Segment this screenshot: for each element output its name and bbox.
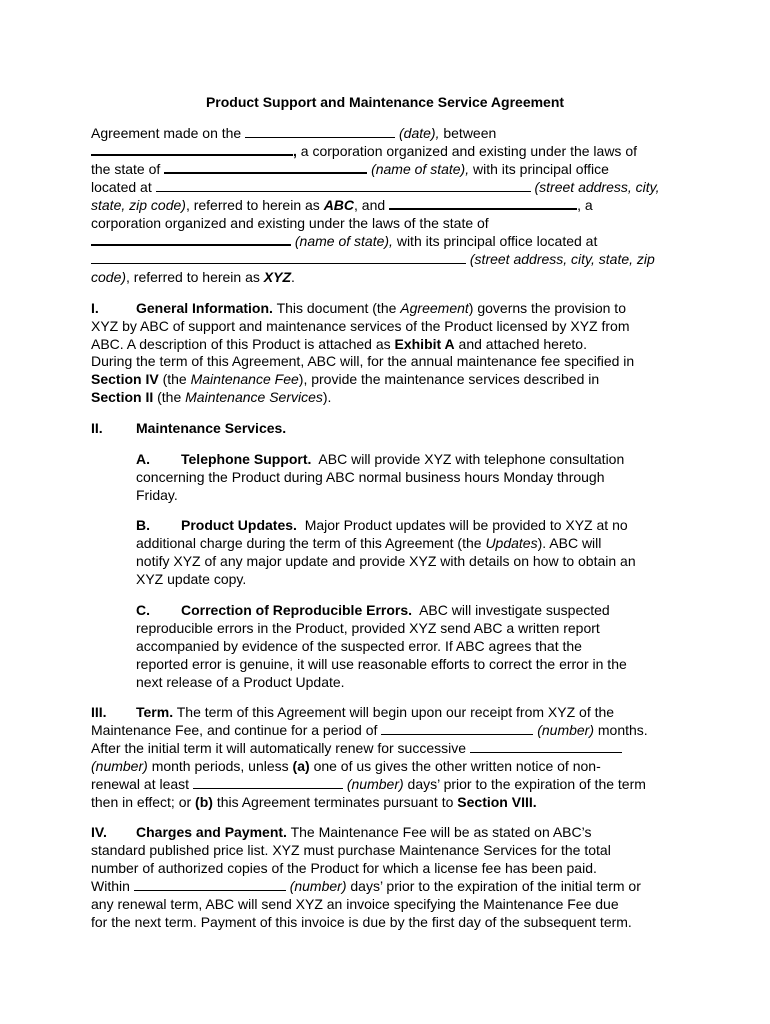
section-3-heading: Term. — [136, 704, 174, 720]
section-2c-line-5: next release of a Product Update. — [136, 674, 345, 690]
term-period-blank[interactable] — [381, 722, 533, 735]
section-2b-line-2: additional charge during the term of this Agreement (the Updates). ABC will — [136, 535, 602, 551]
section-2a-heading: Telephone Support. — [181, 451, 312, 467]
preamble-line-6: corporation organized and existing under the laws of the state of — [91, 215, 489, 231]
section-2a-line-1: A. Telephone Support. ABC will provide XYZ with telephone consultation — [136, 451, 625, 467]
date-blank[interactable] — [245, 125, 395, 138]
section-2c-line-2: reproducible errors in the Product, provided XYZ send ABC a written report — [136, 620, 600, 636]
renewal-period-blank[interactable] — [470, 740, 622, 753]
section-3-line-2: Maintenance Fee, and continue for a period of (number) months. — [91, 722, 648, 738]
section-4-line-6: for the next term. Payment of this invoice is due by the first day of the subsequent term. — [91, 914, 632, 930]
section-1-line-3: ABC. A description of this Product is attached as Exhibit A and attached hereto. — [91, 336, 587, 352]
document-title: Product Support and Maintenance Service Agreement — [205, 94, 565, 110]
abc-state-blank[interactable] — [164, 160, 367, 174]
section-2-heading-line: II. Maintenance Services. — [91, 420, 287, 436]
section-1-line-6: Section II (the Maintenance Services). — [91, 389, 332, 405]
section-2c-line-1: C. Correction of Reproducible Errors. ABC will investigate suspected — [136, 602, 610, 618]
section-2a-line-2: concerning the Product during ABC normal business hours Monday through — [136, 469, 605, 485]
section-4-line-2: standard published price list. XYZ must purchase Maintenance Services for the total — [91, 842, 611, 858]
section-3-line-3: After the initial term it will automatically renew for successive — [91, 739, 622, 757]
preamble-line-2: , a corporation organized and existing under the laws of — [91, 142, 637, 160]
preamble-line-3: the state of (name of state), with its principal office — [91, 161, 609, 177]
xyz-address-blank[interactable] — [91, 251, 466, 264]
section-1-line-4: During the term of this Agreement, ABC will, for the annual maintenance fee specified in — [91, 353, 635, 369]
section-1-heading: General Information. — [136, 300, 273, 316]
section-2c-line-4: reported error is genuine, it will use reasonable efforts to correct the error in the — [136, 656, 627, 672]
section-2a-line-3: Friday. — [136, 487, 178, 503]
preamble-line-9: code), referred to herein as XYZ. — [91, 269, 295, 285]
section-2b-heading: Product Updates. — [181, 517, 297, 533]
xyz-state-blank[interactable] — [91, 232, 291, 246]
section-3-line-6: then in effect; or (b) this Agreement terminates pursuant to Section VIII. — [91, 794, 537, 810]
section-4-line-1: IV. Charges and Payment. The Maintenance Fee will be as stated on ABC’s — [91, 824, 592, 840]
section-4-line-5: any renewal term, ABC will send XYZ an invoice specifying the Maintenance Fee due — [91, 896, 619, 912]
preamble-line-1: Agreement made on the (date), between — [91, 125, 497, 141]
notice-days-blank[interactable] — [193, 776, 343, 789]
section-1-line-5: Section IV (the Maintenance Fee), provide the maintenance services described in — [91, 371, 600, 387]
section-2c-heading: Correction of Reproducible Errors. — [181, 602, 413, 618]
section-3-line-4: (number) month periods, unless (a) one of us gives the other written notice of non- — [91, 758, 601, 774]
abc-company-blank[interactable] — [91, 142, 293, 156]
xyz-company-blank[interactable] — [389, 196, 577, 210]
section-1-line-2: XYZ by ABC of support and maintenance services of the Product licensed by XYZ from — [91, 318, 630, 334]
section-2b-line-1: B. Product Updates. Major Product updates will be provided to XYZ at no — [136, 517, 628, 533]
abc-address-blank[interactable] — [156, 179, 531, 192]
section-2b-line-4: XYZ update copy. — [136, 571, 247, 587]
section-2-heading: Maintenance Services. — [136, 420, 287, 436]
section-4-heading: Charges and Payment. — [136, 824, 287, 840]
preamble-line-4: located at (street address, city, — [91, 179, 660, 195]
preamble-line-7: (name of state), with its principal office located at — [91, 232, 597, 250]
section-3-line-5: renewal at least (number) days’ prior to the expiration of the term — [91, 776, 646, 792]
preamble-line-8: (street address, city, state, zip — [91, 250, 655, 268]
section-2b-line-3: notify XYZ of any major update and provide XYZ with details on how to obtain an — [136, 553, 636, 569]
section-2c-line-3: accompanied by evidence of the suspected error. If ABC agrees that the — [136, 638, 582, 654]
preamble-line-5: state, zip code), referred to herein as ABC, and , a — [91, 197, 593, 213]
section-4-line-4: Within (number) days’ prior to the expiration of the initial term or — [91, 878, 641, 894]
invoice-days-blank[interactable] — [134, 878, 286, 891]
section-3-line-1: III. Term. The term of this Agreement will begin upon our receipt from XYZ of the — [91, 704, 615, 720]
section-1-line-1: I. General Information. This document (the Agreement) governs the provision to — [91, 300, 626, 316]
section-4-line-3: number of authorized copies of the Product for which a license fee has been paid. — [91, 860, 597, 876]
